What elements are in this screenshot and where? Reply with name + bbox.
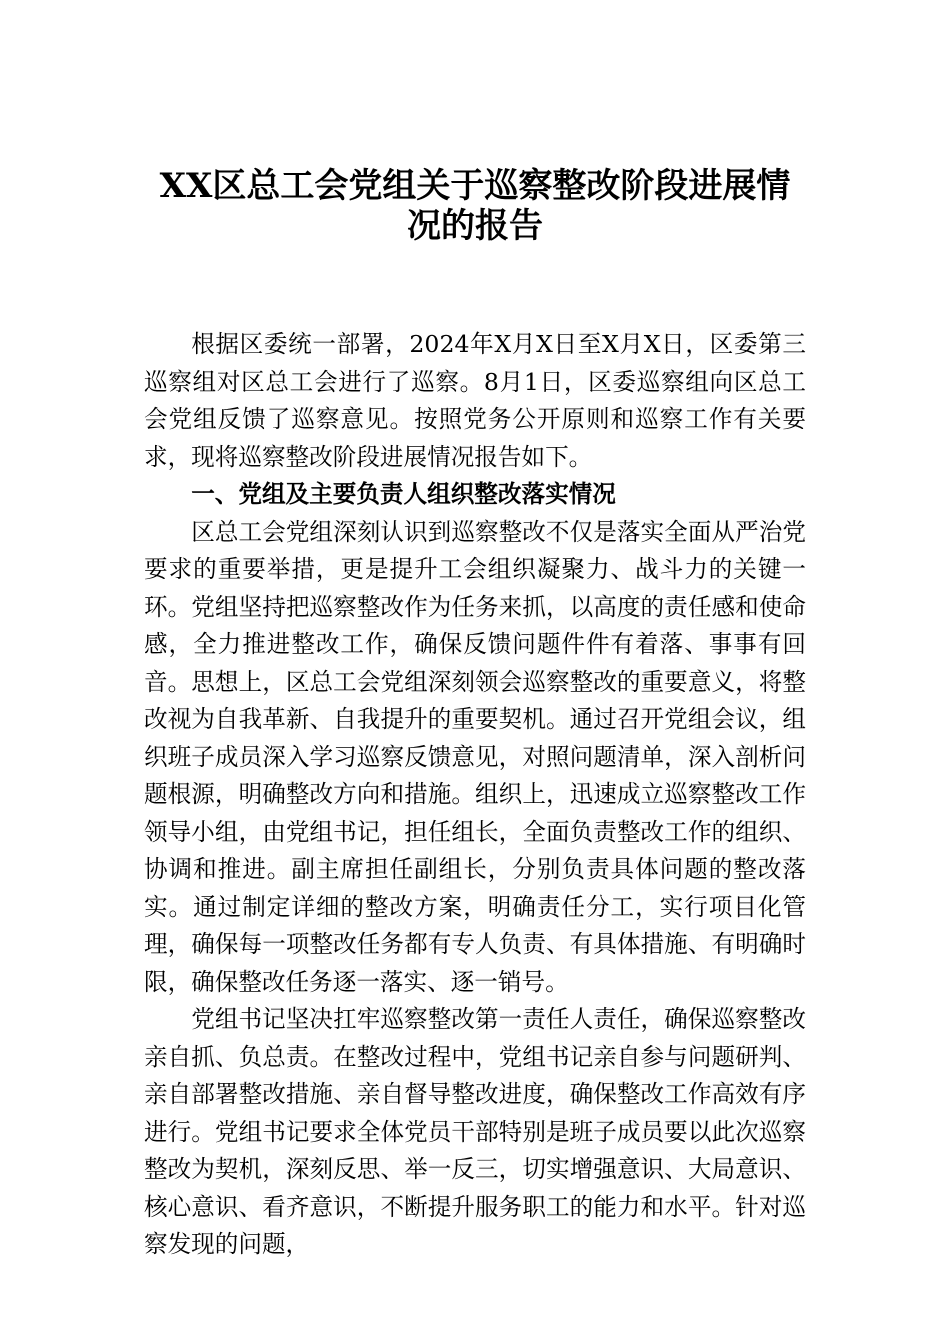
document-body	[144, 326, 806, 1264]
body-paragraph-2: 党组书记坚决扛牢巡察整改第一责任人责任，确保巡察整改亲自抓、负总责。在整改过程中，党组书记亲自参与问题研判、亲自部署整改措施、亲自督导整改进度，确保整改工作高效有序进行。党组书记要求全体党员干部特别是班子成员要以此次巡察整改为契机，深刻反思、举一反三，切实增强意识、大局意识、核心意识、看齐意识，不断提升服务职工的能力和水平。针对巡察发现的问题，	[144, 1005, 806, 1258]
intro-paragraph: 根据区委统一部署，2024年X月X日至X月X日，区委第三巡察组对区总工会进行了巡察。8月1日，区委巡察组向区总工会党组反馈了巡察意见。按照党务公开原则和巡察工作有关要求，现将巡察整改阶段进展情况报告如下。	[144, 330, 806, 471]
section-heading-1: 一、党组及主要负责人组织整改落实情况	[191, 480, 616, 508]
document-title-line-1: XX区总工会党组关于巡察整改阶段进展情	[159, 166, 791, 206]
document-title-line-2: 况的报告	[407, 206, 543, 246]
body-paragraph-1: 区总工会党组深刻认识到巡察整改不仅是落实全面从严治党要求的重要举措，更是提升工会组织凝聚力、战斗力的关键一环。党组坚持把巡察整改作为任务来抓，以高度的责任感和使命感，全力推进整改工作，确保反馈问题件件有着落、事事有回音。思想上，区总工会党组深刻领会巡察整改的重要意义，将整改视为自我革新、自我提升的重要契机。通过召开党组会议，组织班子成员深入学习巡察反馈意见，对照问题清单，深入剖析问题根源，明确整改方向和措施。组织上，迅速成立巡察整改工作领导小组，由党组书记，担任组长，全面负责整改工作的组织、协调和推进。副主席担任副组长，分别负责具体问题的整改落实。通过制定详细的整改方案，明确责任分工，实行项目化管理，确保每一项整改任务都有专人负责、有具体措施、有明确时限，确保整改任务逐一落实、逐一销号。	[144, 517, 806, 996]
